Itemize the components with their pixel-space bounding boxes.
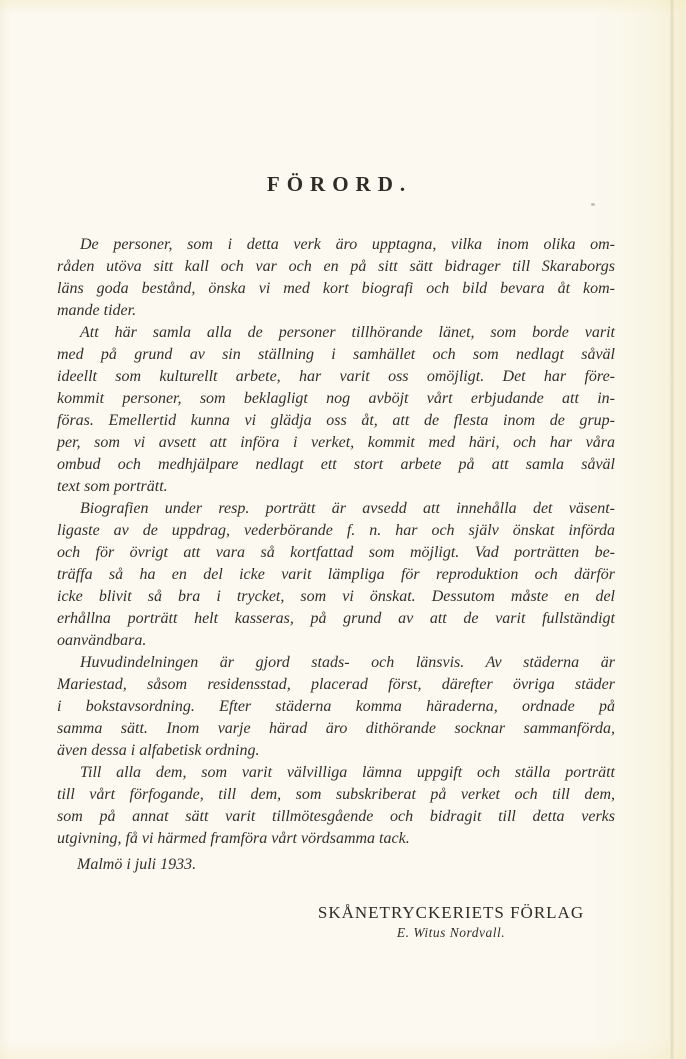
text-line: ombud och medhjälpare nedlagt ett stort arbete på att samla såväl bbox=[57, 456, 615, 473]
paragraph-2 bbox=[57, 322, 615, 498]
text-line: som på annat sätt varit tillmötesgående och bidragit till detta verks bbox=[57, 808, 615, 825]
text-line: till vårt förfogande, till dem, som subskriberat på verket och till dem, bbox=[57, 786, 615, 803]
text-line: De personer, som i detta verk äro upptagna, vilka inom olika om- bbox=[80, 236, 615, 253]
text-block bbox=[57, 172, 615, 942]
text-line: Att här samla alla de personer tillhörande länet, som borde varit bbox=[80, 324, 615, 341]
paragraph-1 bbox=[57, 234, 615, 322]
text-line: ligaste av de uppdrag, vederbörande f. n. har och själv önskat införda bbox=[57, 522, 615, 539]
text-line: Till alla dem, som varit välvilliga lämna uppgift och ställa porträtt bbox=[80, 764, 615, 781]
text-line: träffa så ha en del icke varit lämpliga för reproduktion och därför bbox=[57, 566, 615, 583]
text-line: oanvändbara. bbox=[57, 632, 147, 649]
text-line: kommit personer, som beklagligt nog avböjt vårt erbjudande att in- bbox=[57, 390, 615, 407]
text-line: föras. Emellertid kunna vi glädja oss åt, att de flesta inom de grup- bbox=[57, 412, 615, 429]
text-line: icke blivit så bra i trycket, som vi önskat. Dessutom måste en del bbox=[57, 588, 615, 605]
dateline: Malmö i juli 1933. bbox=[77, 856, 197, 873]
text-line: utgivning, få vi härmed framföra vårt vördsamma tack. bbox=[57, 830, 410, 847]
text-line: ideellt som kulturellt arbete, har varit oss omöjligt. Det har före- bbox=[57, 368, 615, 385]
signature-block bbox=[310, 902, 592, 942]
text-line: erhållna porträtt helt kasseras, på grund av att de varit fullständigt bbox=[57, 610, 615, 627]
text-line: Biografien under resp. porträtt är avsedd att innehålla det väsent- bbox=[80, 500, 615, 517]
text-line: läns goda bestånd, önska vi med kort biografi och bild bevara åt kom- bbox=[57, 280, 615, 297]
signatory-name: E. Witus Nordvall. bbox=[396, 925, 506, 940]
text-line: och för övrigt att vara så kortfattad som möjligt. Vad porträtten be- bbox=[57, 544, 615, 561]
text-line: med på grund av sin ställning i samhället och som nedlagt såväl bbox=[57, 346, 615, 363]
foreword-body bbox=[57, 234, 615, 850]
text-line: per, som vi avsett att införa i verket, kommit med häri, och har våra bbox=[57, 434, 615, 451]
text-line: råden utöva sitt kall och var och en på sitt sätt bidrager till Skaraborgs bbox=[57, 258, 615, 275]
paragraph-4 bbox=[57, 652, 615, 762]
text-line: samma sätt. Inom varje härad äro dithörande socknar sammanförda, bbox=[57, 720, 615, 737]
text-line: text som porträtt. bbox=[57, 478, 168, 495]
text-line: mande tider. bbox=[57, 302, 137, 319]
paragraph-5 bbox=[57, 762, 615, 850]
text-line: i bokstavsordning. Efter städerna komma häraderna, ordnade på bbox=[57, 698, 615, 715]
paragraph-3 bbox=[57, 498, 615, 652]
text-line: även dessa i alfabetisk ordning. bbox=[57, 742, 260, 759]
publisher-signature: SKÅNETRYCKERIETS FÖRLAG bbox=[317, 903, 585, 922]
text-line: Huvudindelningen är gjord stads- och länsvis. Av städerna är bbox=[80, 654, 615, 671]
text-line: Mariestad, såsom residensstad, placerad först, därefter övriga städer bbox=[57, 676, 615, 693]
page-title: FÖRORD. bbox=[266, 172, 413, 196]
